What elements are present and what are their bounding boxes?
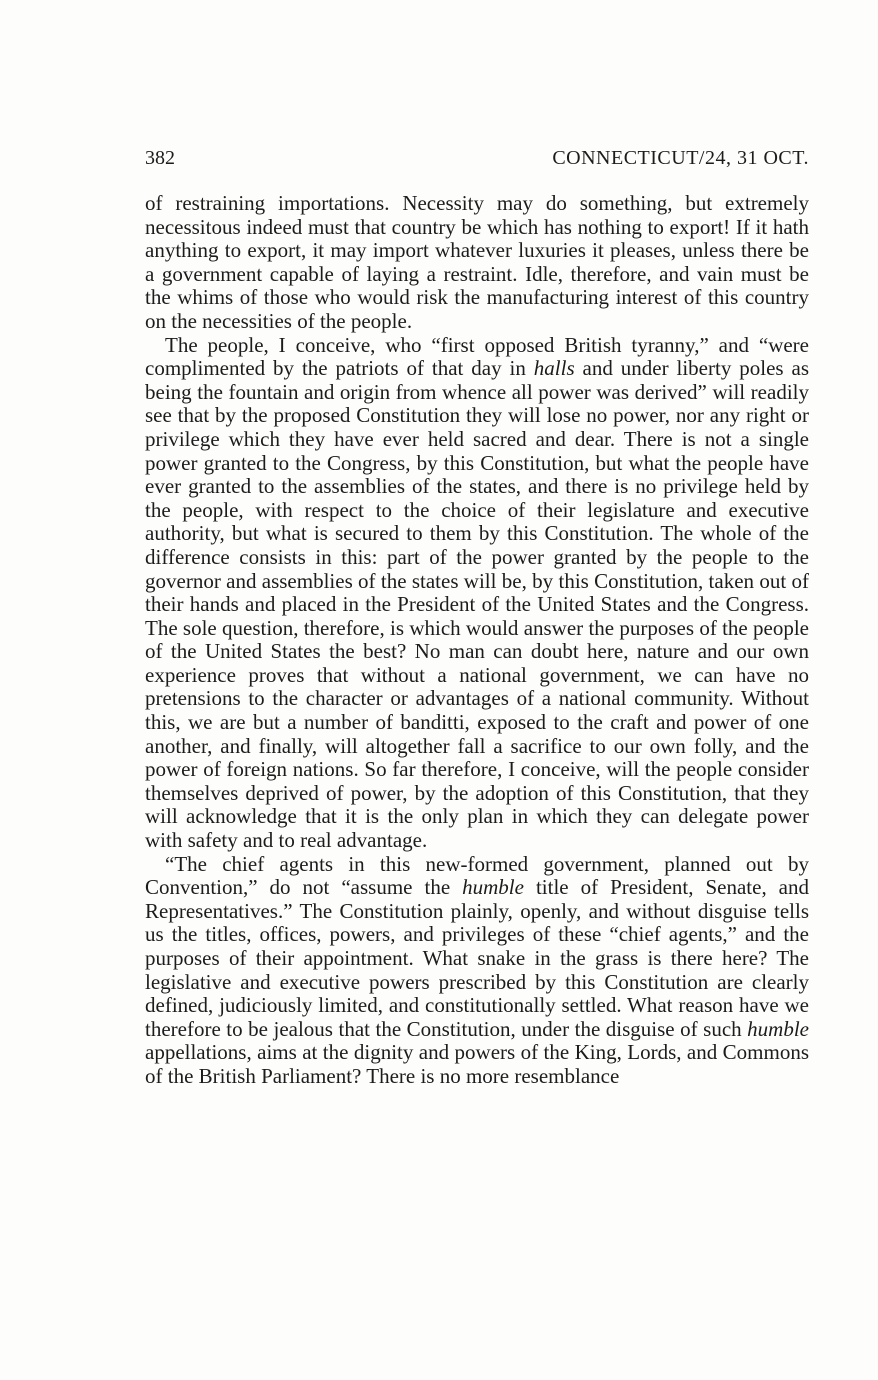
- paragraph-text: and under liberty poles as being the fountain and origin from whence all power was derived” will readily see that by the proposed Constitution they will lose no power, nor any right or privilege which they have ever held sacred and dear. There is not a single power granted to the Congress, by this Constitution, but what the people have ever granted to the assemblies of the states, and there is no privilege held by the people, with respect to the choice of their legislature and executive authority, but what is secured to them by this Constitution. The whole of the difference consists in this: part of the power granted by the people to the governor and assemblies of the states will be, by this Constitution, taken out of their hands and placed in the President of the United States and the Congress. The sole question, therefore, is which would answer the purposes of the people of the United States the best? No man can doubt here, nature and our own experience proves that without a national government, we can have no pretensions to the character or advantages of a national community. Without this, we are but a number of banditti, exposed to the craft and power of one another, and finally, will altogether fall a sacrifice to our own folly, and the power of foreign nations. So far therefore, I conceive, will the people consider themselves deprived of power, by the adoption of this Constitution, that they will acknowledge that it is the only plan in which they can delegate power with safety and to real advantage.: [145, 356, 809, 853]
- italic-text: humble: [747, 1016, 809, 1041]
- italic-text: halls: [533, 356, 575, 381]
- book-page: [145, 146, 809, 1089]
- paragraph-3: [145, 853, 809, 1089]
- running-title: [552, 146, 809, 170]
- italic-text: humble: [462, 875, 524, 900]
- running-title-date: 31 OCT.: [736, 147, 809, 169]
- body-text: [145, 192, 809, 1089]
- paragraph-1: [145, 192, 809, 334]
- page-number: 382: [145, 147, 175, 169]
- paragraph-text: “The chief agents in this new-formed government, planned out by Convention,” do not “assume the: [145, 851, 809, 900]
- paragraph-text: appellations, aims at the dignity and powers of the King, Lords, and Commons of the British Parliament? There is no more resemblance: [145, 1040, 809, 1088]
- paragraph-text: title of President, Senate, and Representatives.” The Constitution plainly, openly, and without disguise tells us the titles, offices, powers, and privileges of these “chief agents,” and the purposes of their appointment. What snake in the grass is there here? The legislative and executive powers prescribed by this Constitution are clearly defined, judiciously limited, and constitutionally settled. What reason have we therefore to be jealous that the Constitution, under the disguise of such: [145, 875, 810, 1041]
- running-title-text: CONNECTICUT/24,: [552, 147, 732, 169]
- running-head: [145, 146, 809, 170]
- paragraph-text: of restraining importations. Necessity may do something, but extremely necessitous indeed must that country be which has nothing to export! If it hath anything to export, it may import whatever luxuries it pleases, unless there be a government capable of laying a restraint. Idle, therefore, and vain must be the whims of those who would risk the manufacturing interest of this country on the necessities of the people.: [145, 191, 809, 333]
- paragraph-text: The people, I conceive, who “first opposed British tyranny,” and “were complimented by the patriots of that day in: [145, 332, 809, 381]
- paragraph-2: [145, 334, 809, 853]
